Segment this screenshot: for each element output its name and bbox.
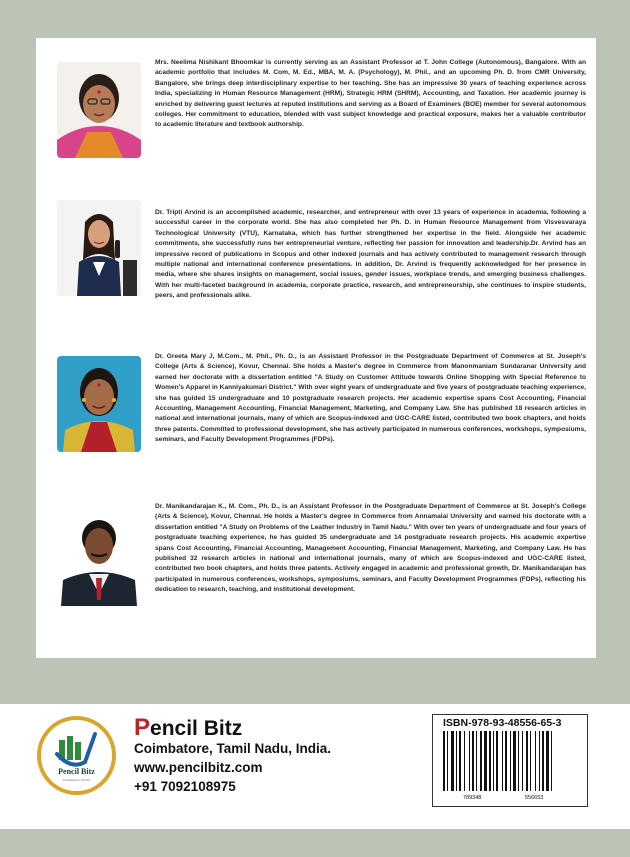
publisher-phone: +91 7092108975 <box>134 779 236 794</box>
publisher-name-initial: P <box>134 714 151 741</box>
author-portrait-3 <box>57 356 141 452</box>
author-bios-card <box>36 38 596 658</box>
author-bio-text: Dr. Greeta Mary J, M.Com., M. Phil., Ph. D., is an Assistant Professor in the Postgraduate Department of Commerce at St. Joseph's College (Arts & Science), Kovur, Chennai. She holds a Master's degree in Commerce from Manonmaniam Sundaranar University and earned her doctorate with a dissertation entitled "A Study on Customer Attitude towards Online Shopping with Special Reference to Women's Apparel in Kanniyakumari District." With over eight years of undergraduate and five years of postgraduate teaching experience, she has guided 15 undergraduate and 10 postgraduate research projects. Her academic expertise spans Cost Accounting, Financial Accounting, Management Accounting, Financial Management, Marketing, and Company Law. She has published 18 research articles in national and international journals, many of which are Scopus-indexed and UGC-CARE listed, contributed two book chapters, and holds three patents. Committed to professional development, she has actively participated in numerous conferences, workshops, symposiums, seminars, and Faculty Development Programmes (FDPs). <box>155 353 586 444</box>
author-bio-text: Mrs. Neelima Nishikant Bhoomkar is currently serving as an Assistant Professor at T. John College (Autonomous), Bangalore. With an academic portfolio that includes M. Com, M. Ed., MBA, M. A. (Psychology), M. Phil., and an upcoming Ph. D. from CMR University, Bangalore, she brings deep interdisciplinary expertise to her teaching. She has an impressive 30 years of teaching experience across India, specializing in Human Resource Management (HRM), Strategic HRM (SHRM), Accounting, and Taxation. Her academic journey is enriched by delivering guest lectures at reputed institutions and serving as a Board of Examiners (BOE) member for several autonomous colleges. Her commitment to education, blended with vast subject knowledge and practical exposure, makes her a valuable contributor to academic literature and textbook authorship. <box>155 59 586 129</box>
author-bio-text: Dr. Tripti Arvind is an accomplished academic, researcher, and entrepreneur with over 13 years of experience in academia, following a successful career in the corporate world. She has also completed her Ph. D. in Human Resource Management from Visvesvaraya Technological University (VTU), Karnataka, which has further strengthened her expertise in the field. Alongside her academic commitments, she successfully runs her entrepreneurial venture, reflecting her passion for innovation and leadership.Dr. Arvind has an impressive record of publications in Scopus and other indexed journals and has actively contributed to management research through multiple national and international conference presentations. In addition, Dr. Arvind is frequently acknowledged for her presence in media, where she shares insights on management, social issues, gender issues, workplace trends, and emerging business challenges. With her multi-faceted background in academia, corporate practice, research, and entrepreneurship, she continues to inspire students, peers, and professionals alike. <box>155 209 586 300</box>
author-portrait-4 <box>57 508 141 606</box>
author-portrait-1 <box>57 62 141 158</box>
barcode-icon <box>441 731 581 793</box>
isbn-label: ISBN-978-93-48556-65-3 <box>443 717 562 729</box>
logo-text: Pencil Bitz <box>58 767 95 776</box>
publisher-strip <box>0 704 630 829</box>
pencil-bitz-logo <box>37 716 116 795</box>
author-portrait-2 <box>57 200 141 296</box>
footer-strip <box>0 829 630 857</box>
author-bio-text: Dr. Manikandarajan K., M. Com., Ph. D., is an Assistant Professor in the Postgraduate Department of Commerce at St. Joseph's College (Arts & Science), Kovur, Chennai. He holds a Master's degree in Commerce from Annamalai University and earned his doctorate with a dissertation entitled "A Study on Problems of the Leather Industry in Tamil Nadu." With over ten years of undergraduate and four years of postgraduate teaching experience, he has guided 35 undergraduate and 14 postgraduate research projects. His academic expertise spans Cost Accounting, Financial Accounting, Management Accounting, Financial Management, Marketing, and Company Law. He has published 32 research articles in national and international journals, many of which are Scopus-indexed and UGC-CARE listed, contributed two book chapters, and holds three patents. Actively engaged in academic and professional growth, Dr. Manikandarajan has participated in numerous conferences, workshops, symposiums, seminars, and Faculty Development Programmes (FDPs), reflecting his dedication to research, teaching, and institutional development. <box>155 503 586 594</box>
logo-tagline: Lead Pen to World <box>63 778 90 782</box>
publisher-name-rest: encil Bitz <box>150 717 243 740</box>
publisher-name <box>134 714 242 742</box>
barcode-digits-right: 556653 <box>525 795 544 801</box>
barcode-digits-left: 789348 <box>463 795 482 801</box>
isbn-barcode-box <box>432 714 588 807</box>
publisher-location: Coimbatore, Tamil Nadu, India. <box>134 741 332 756</box>
publisher-website: www.pencilbitz.com <box>134 760 263 775</box>
